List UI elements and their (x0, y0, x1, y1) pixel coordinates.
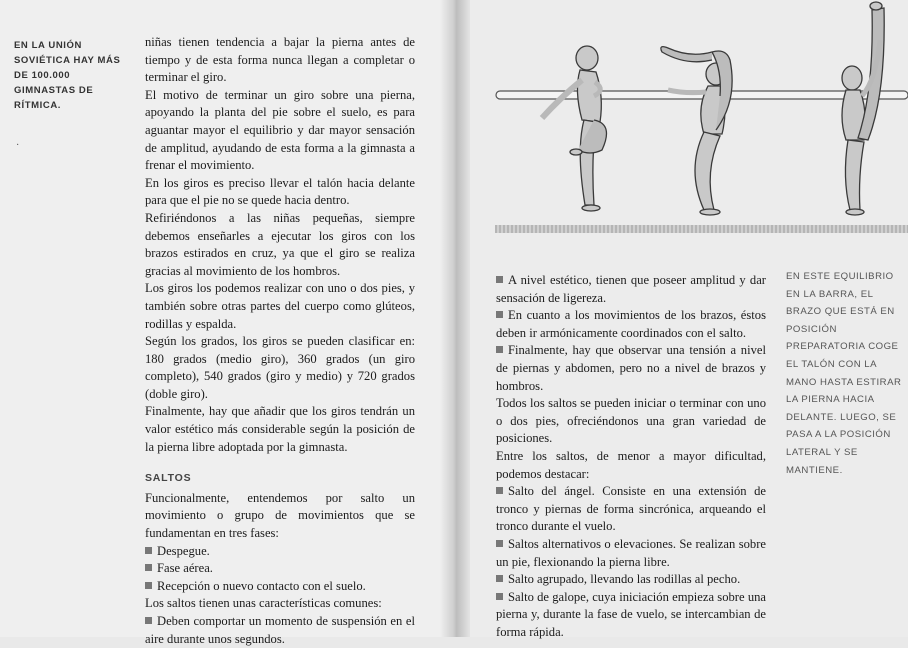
bullet-item: A nivel estético, tienen que poseer amplitud y dar sensación de ligereza. (496, 273, 766, 305)
paragraph: El motivo de terminar un giro sobre una pierna, apoyando la planta del pie sobre el suelo, es para aguantar mayor el equilibrio y dar mayor sensación de amplitud, ayudando de esta forma a la gimnasta a frenar el movimiento. (145, 87, 415, 173)
bullet-item: Saltos alternativos o elevaciones. Se realizan sobre un pie, flexionando la pierna libre. (496, 536, 766, 569)
bullet-item: Salto del ángel. Consiste en una extensión de tronco y piernas de forma sincrónica, arqueando el tronco durante el vuelo. (496, 484, 766, 534)
bullet-item: En cuanto a los movimientos de los brazos, éstos deben ir armónicamente coordinados con el salto. (496, 308, 766, 340)
illustration-floor (495, 225, 908, 233)
bullet-item: Finalmente, hay que observar una tensión a nivel de piernas y abdomen, pero no a nivel de brazos y hombros. (496, 343, 766, 393)
bullet-item: Salto de galope, cuya iniciación empieza sobre una pierna y, durante la fase de vuelo, se intercambian de forma rápida. (496, 589, 766, 639)
bullet-square-icon (145, 617, 152, 624)
bullet-square-icon (145, 547, 152, 554)
right-margin-caption: EN ESTE EQUILIBRIO EN LA BARRA, EL BRAZO QUE ESTÁ EN POSICIÓN PREPARATORIA COGE EL TALÓN CON LA MANO HASTA ESTIRAR LA PIERNA HACIA DELANTE. LUEGO, SE PASA A LA POSICIÓN LATERAL Y SE MANTIENE. (786, 271, 902, 476)
paragraph: Los giros los podemos realizar con uno o dos pies, y también sobre otras partes del cuerpo como glúteos, rodillas y espalda. (145, 281, 415, 331)
bullet-square-icon (496, 575, 503, 582)
paragraph: Los saltos tienen unas características comunes: (145, 596, 382, 611)
paragraph: Todos los saltos se pueden iniciar o terminar con uno o dos pies, ofreciéndonos una gran variedad de posiciones. (496, 396, 766, 446)
bullet-item: Salto agrupado, llevando las rodillas al pecho. (496, 571, 766, 589)
book-gutter (440, 0, 470, 637)
gymnast-figure-2 (661, 47, 732, 215)
right-text-column (496, 272, 766, 641)
bullet-square-icon (496, 346, 503, 353)
paragraph: Según los grados, los giros se pueden clasificar en: 180 grados (medio giro), 360 grados (un giro completo), 540 grados (giro y medio) y 720 grados (doble giro). (145, 334, 415, 401)
bullet-square-icon (145, 582, 152, 589)
bullet-square-icon (496, 276, 503, 283)
gymnast-figure-1 (542, 46, 607, 211)
gymnast-barre-illustration (490, 0, 908, 232)
left-text-column (145, 34, 415, 648)
section-heading-saltos: SALTOS (145, 472, 192, 485)
bullet-square-icon (496, 487, 503, 494)
bullet-item: Recepción o nuevo contacto con el suelo. (145, 578, 415, 596)
left-margin-note: EN LA UNIÓN SOVIÉTICA HAY MÁS DE 100.000 GIMNASTAS DE RÍTMICA. (14, 40, 121, 111)
paragraph: Finalmente, hay que añadir que los giros tendrán un valor estético más considerable según la posición de la pierna libre adoptada por la gimnasta. (145, 404, 415, 454)
paragraph: Refiriéndonos a las niñas pequeñas, siempre debemos enseñarles a ejecutar los giros con los brazos estirados en cruz, ya que el giro se realiza gracias al movimiento de los hombros. (145, 210, 415, 278)
gymnast-figure-3 (842, 2, 884, 215)
bullet-item: Deben comportar un momento de suspensión en el aire durante unos segundos. (145, 614, 415, 646)
paragraph: niñas tienen tendencia a bajar la pierna antes de tiempo y de esta forma nunca llegan a completar o terminar el giro. (145, 35, 415, 85)
bullet-square-icon (145, 564, 152, 571)
paragraph: En los giros es preciso llevar el talón hacia delante para que el pie no se quede hacia dentro. (145, 175, 415, 208)
margin-dot: · (16, 140, 20, 151)
bullet-square-icon (496, 311, 503, 318)
bullet-item: Fase aérea. (145, 560, 415, 578)
bullet-square-icon (496, 540, 503, 547)
bullet-item: Despegue. (145, 543, 415, 561)
bullet-square-icon (496, 593, 503, 600)
paragraph: Entre los saltos, de menor a mayor dificultad, podemos destacar: (496, 448, 766, 481)
paragraph: Funcionalmente, entendemos por salto un movimiento o grupo de movimientos que se fundamentan en tres fases: (145, 490, 415, 541)
